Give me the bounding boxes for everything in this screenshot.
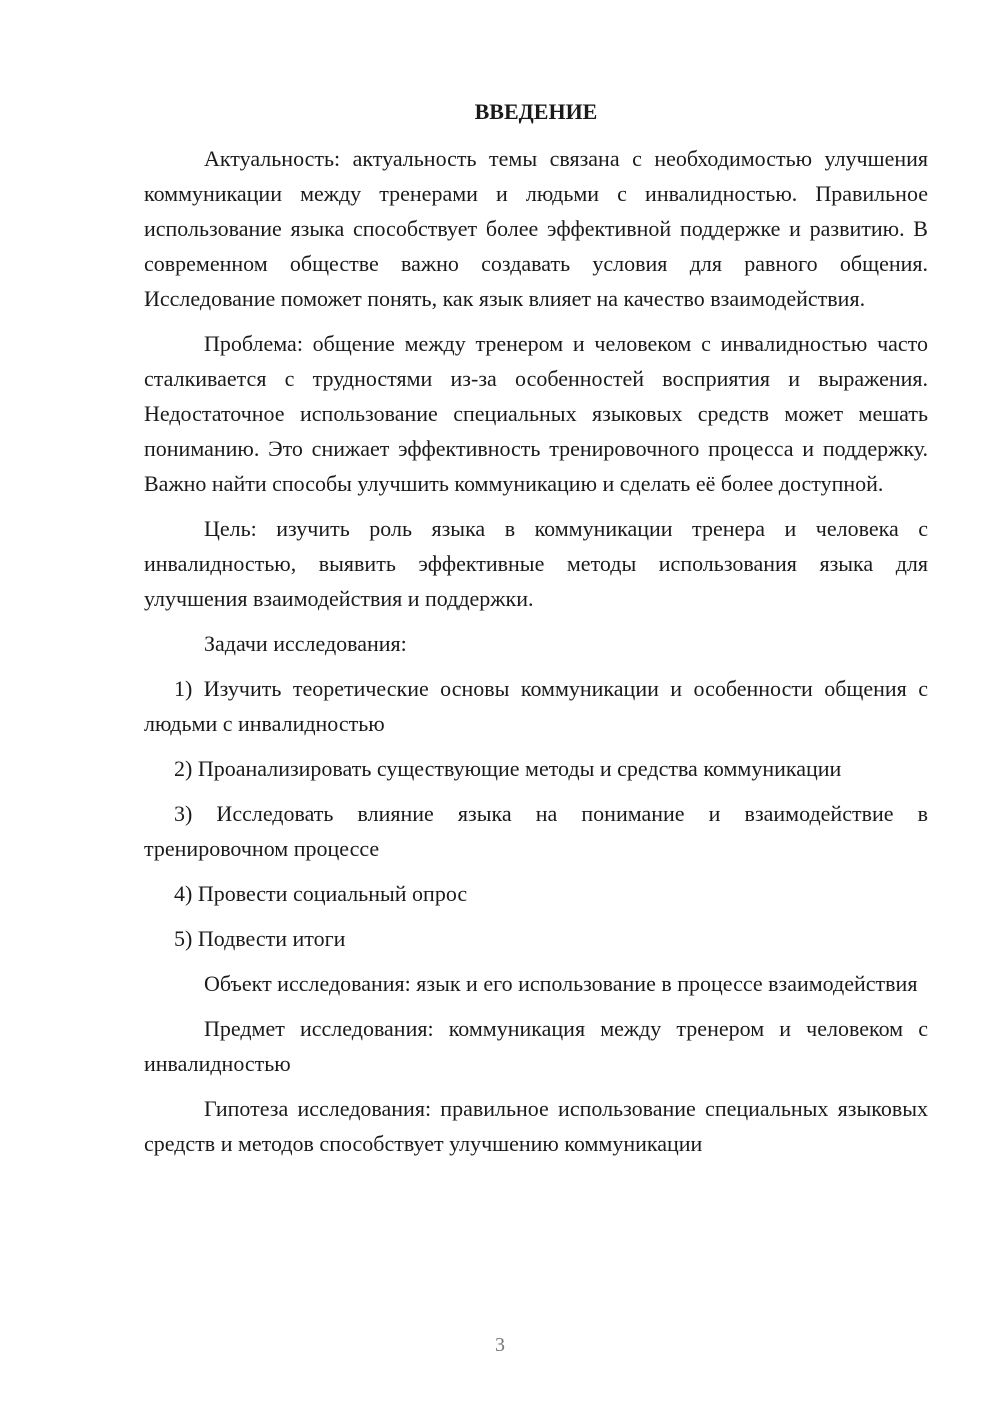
subject-paragraph: Предмет исследования: коммуникация между тренером и человеком с инвалидностью bbox=[144, 1016, 928, 1076]
problem-paragraph: Проблема: общение между тренером и человеком с инвалидностью часто сталкивается с трудностями из-за особенностей восприятия и выражения. Недостаточное использование специальных языковых средств может мешать пониманию. Это снижает эффективность тренировочного процесса и поддержку. Важно найти способы улучшить коммуникацию и сделать её более доступной. bbox=[144, 331, 928, 496]
section-title: ВВЕДЕНИЕ bbox=[474, 99, 598, 124]
task-item-2: 2) Проанализировать существующие методы и средства коммуникации bbox=[174, 756, 842, 781]
page-number: 3 bbox=[495, 1334, 505, 1356]
goal-paragraph: Цель: изучить роль языка в коммуникации тренера и человека с инвалидностью, выявить эффективные методы использования языка для улучшения взаимодействия и поддержки. bbox=[144, 516, 928, 611]
hypothesis-paragraph: Гипотеза исследования: правильное использование специальных языковых средств и методов способствует улучшению коммуникации bbox=[144, 1096, 928, 1156]
task-item-3: 3) Исследовать влияние языка на понимание и взаимодействие в тренировочном процессе bbox=[144, 801, 928, 861]
relevance-paragraph: Актуальность: актуальность темы связана с необходимостью улучшения коммуникации между тренерами и людьми с инвалидностью. Правильное использование языка способствует более эффективной поддержке и развитию. В современном обществе важно создавать условия для равного общения. Исследование поможет понять, как язык влияет на качество взаимодействия. bbox=[144, 146, 928, 311]
task-item-1: 1) Изучить теоретические основы коммуникации и особенности общения с людьми с инвалидностью bbox=[144, 676, 928, 736]
task-item-4: 4) Провести социальный опрос bbox=[174, 881, 468, 906]
document-body bbox=[144, 97, 928, 1171]
task-item-5: 5) Подвести итоги bbox=[174, 926, 346, 951]
object-paragraph: Объект исследования: язык и его использование в процессе взаимодействия bbox=[204, 971, 918, 996]
tasks-heading: Задачи исследования: bbox=[204, 631, 407, 656]
